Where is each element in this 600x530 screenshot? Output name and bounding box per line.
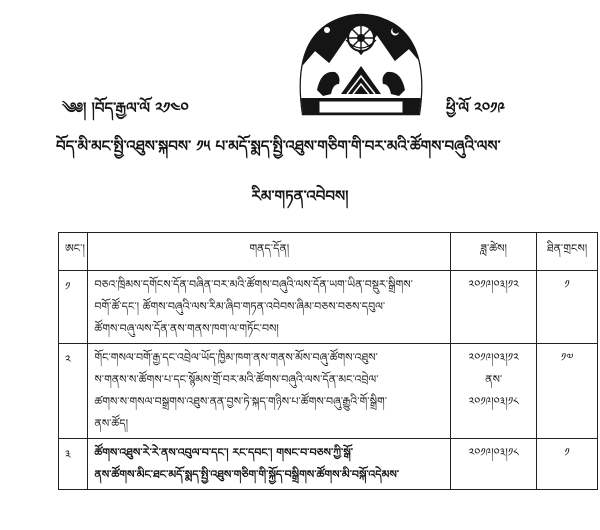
resolutions-table — [58, 232, 598, 490]
subject-line: བཅའ་ཁྲིམས་དགོངས་དོན་བཞིན་བར་མའི་ཚོགས་བཞུའི་ལས་དོན་ཡག་ཡིན་བསྡུར་སྒྲིགས་ — [94, 278, 413, 291]
header-resolution: ཐིན་གྲངས། — [537, 233, 598, 271]
date-separator: ནས་ — [485, 373, 503, 386]
table-row — [59, 271, 598, 344]
subject-line: ཚགས་ས་གསལ་བསྒྲགས་འཐུས་ནན་བྱས་ཏེ་སྐད་གཉིས་པ་ཚོགས་བཞུ་རྒྱུའི་གོ་སྒྲིག་ — [94, 395, 388, 408]
table-row — [59, 344, 598, 439]
subject-line: ཚོགས་བཞུ་ལས་དོན་ནས་གནས་ཁག་ལ་གཏོང་བས། — [94, 322, 279, 335]
header-date: ཟླ་ཚེས། — [451, 233, 537, 271]
subject-line: ནས་ཚོགས་མིང་ཐང་མདོ་སྨད་སྤྱི་འཐུས་གཅིག་གི་སྐྱོད་བསྒྲིགས་ཚོགས་མི་བསྐོ་འདེམས་ — [94, 468, 400, 481]
resolution-value: ༡ — [564, 446, 570, 459]
header-subject: གནད་དོན། — [88, 233, 451, 271]
header-number: ཨང་། — [59, 233, 88, 271]
document-subtitle: རིམ་གཏན་འབེབས། — [251, 187, 349, 205]
row-resolution — [537, 439, 598, 490]
resolution-value: ༡༧ — [560, 351, 574, 364]
document-title: བོད་མི་མང་སྤྱི་འཐུས་སྐབས་ ༡༥ པ་མདོ་སྨད་སྤྱི་འཐུས་གཅིག་གི་བར་མའི་ཚོགས་བཞུའི་ལས་ — [56, 137, 501, 155]
row-number: ༡ — [59, 271, 88, 344]
emblem-seal — [289, 6, 433, 118]
date-value: ༢༠༡༩།༠༣།༡༨ — [468, 395, 519, 408]
row-number: ༢ — [59, 344, 88, 439]
subject-line: བགོ་ཚོ་དང་། ཚོགས་བཞུའི་ལས་རིམ་ཞིབ་གཏན་འབེབས་ཞིམ་བཅས་བཅས་དབུལ་ — [94, 300, 386, 313]
subject-line: ས་གནས་ས་ཚོགས་པ་དང་སྙོམས་གྲོ་བར་མའི་ཚོགས་བཞུའི་ལས་དོན་མང་འབྲེལ་ — [94, 373, 379, 386]
row-subject — [88, 439, 451, 490]
date-header-tibetan: ༄༅། །བོད་རྒྱལ་ལོ ༢༡༤༠ — [62, 99, 189, 117]
subject-line: ནས་ཚོད། — [94, 417, 129, 430]
subject-line: གོང་གསལ་བགོ་རྒྱ་དང་འབྲེལ་ཡོད་ཁྱིམ་ཁག་ནས་གནས་མོས་བཞུ་ཚོགས་འཐུས་ — [94, 351, 378, 364]
date-header-western: ཕྱི་ལོ ༢༠༡༩ — [446, 99, 505, 117]
row-subject — [88, 271, 451, 344]
row-subject — [88, 344, 451, 439]
table-row — [59, 439, 598, 490]
date-value: ༢༠༡༩།༠༣།༡༢ — [468, 278, 519, 291]
date-value: ༢༠༡༩།༠༣།༡༢ — [468, 351, 519, 364]
row-date — [451, 439, 537, 490]
row-number: ༣ — [59, 439, 88, 490]
row-date — [451, 344, 537, 439]
resolution-value: ༡ — [564, 278, 570, 291]
row-resolution — [537, 271, 598, 344]
row-resolution — [537, 344, 598, 439]
date-value: ༢༠༡༩།༠༣།༡༨ — [468, 446, 519, 459]
table-header-row — [59, 233, 598, 271]
subject-line: ཚོགས་འཐུས་རེ་རེ་ནས་འབུལ་བ་དང་། རང་དབང་། གསང་བ་བཅས་ཀྱི་སྒོ་ — [94, 446, 354, 459]
row-date — [451, 271, 537, 344]
